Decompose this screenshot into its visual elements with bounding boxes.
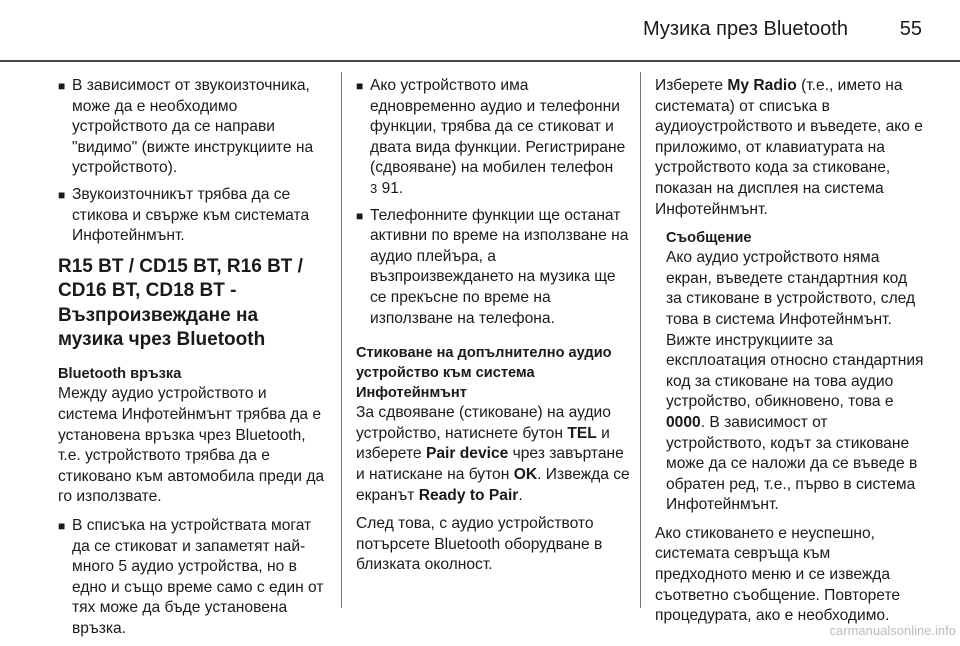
page-reference-icon: 3 xyxy=(370,180,378,196)
bullet-item: ■ В зависимост от звукоизточника, може да е необходимо устройството да се направи "видимо" (вижте инструкциите на устройството). xyxy=(58,76,326,179)
ready-to-pair-label: Ready to Pair xyxy=(418,486,519,504)
page-title: Музика през Bluetooth xyxy=(643,18,848,40)
note-text: Ако аудио устройството няма екран, въведете стандартния код за стиковане в устройството, след това в система Инфотейнмънт. Вижте инструкциите за експлоатация относно стандартния код за стиковане на това аудио устройство, обикновено, това е 0000. В зависимост от устройството, кодът за стиковане може да се наложи да се въведе в обратен ред, т.е., първо в система Инфотейнмънт. xyxy=(666,249,924,514)
bullet-square-icon: ■ xyxy=(356,79,364,93)
subheading-pairing: Стиковане на допълнително аудио устройство към система Инфотейнмънт xyxy=(356,345,612,402)
column-divider-1 xyxy=(341,72,342,608)
column-1 xyxy=(58,76,326,646)
subheading-bluetooth-connection: Bluetooth връзка xyxy=(58,366,182,383)
paragraph: Ако стиковането е неуспешно, системата севръща към предходното меню и се извежда съответно съобщение. Повторете процедурата, ако е необходимо. xyxy=(655,524,901,625)
note-title: Съобщение xyxy=(666,230,752,247)
watermark: carmanualsonline.info xyxy=(829,623,956,638)
ok-button-label: OK xyxy=(513,465,538,483)
paragraph: За сдвояване (стиковане) на аудио устройство, натиснете бутон TEL и изберете Pair device чрез завъртане и натискане на бутон OK. Извежда се екранът Ready to Pair. xyxy=(356,404,630,504)
paragraph: Изберете My Radio (т.е., името на системата) от списъка в аудиоустройството и въведете, ако е приложимо, от клавиатурата на устройството кода за стиковане, показан на дисплея на система Инфотейнмънт. xyxy=(655,77,923,218)
bullet-item: ■ Звукоизточникът трябва да се стикова и свърже към системата Инфотейнмънт. xyxy=(58,185,326,247)
tel-button-label: TEL xyxy=(567,424,597,442)
section-heading: R15 BT / CD15 BT, R16 BT / CD16 BT, CD18 BT - Възпроизвеждане на музика чрез Bluetooth xyxy=(58,255,303,350)
note-block xyxy=(666,228,925,516)
my-radio-label: My Radio xyxy=(727,77,797,94)
pair-device-label: Pair device xyxy=(425,445,509,463)
bullet-square-icon: ■ xyxy=(58,79,66,93)
bullet-item: ■ Телефонните функции ще останат активни по време на използване на аудио плейъра, а възпроизвеждането на музика ще се прекъсне по време на използване на телефона. xyxy=(356,206,630,330)
default-code: 0000 xyxy=(666,413,701,431)
bullet-square-icon: ■ xyxy=(58,187,66,202)
paragraph: След това, с аудио устройството потърсете Bluetooth оборудване в близката околност. xyxy=(356,515,603,574)
bullet-item: ■ В списъка на устройствата могат да се стиковат и запаметят най-много 5 аудио устройства, но в едно и също време само с един от тях може да бъде установена връзка. xyxy=(58,516,326,640)
column-2 xyxy=(356,76,630,584)
bullet-item: ■ Ако устройството има едновременно аудио и телефонни функции, трябва да се стиковат и двата вида функции. Регистриране (сдвояване) на мобилен телефон 3 91. xyxy=(356,76,630,200)
column-3 xyxy=(655,76,925,635)
column-divider-2 xyxy=(640,72,641,608)
bullet-square-icon: ■ xyxy=(58,518,66,533)
paragraph: Между аудио устройството и система Инфотейнмънт трябва да е установена връзка чрез Bluetooth, т.е. устройството трябва да е стиковано към автомобила преди да го използвате. xyxy=(58,385,325,506)
bullet-square-icon: ■ xyxy=(356,208,364,223)
page-header xyxy=(0,0,960,62)
page-number: 55 xyxy=(899,18,922,40)
page-reference: 91. xyxy=(381,179,404,197)
